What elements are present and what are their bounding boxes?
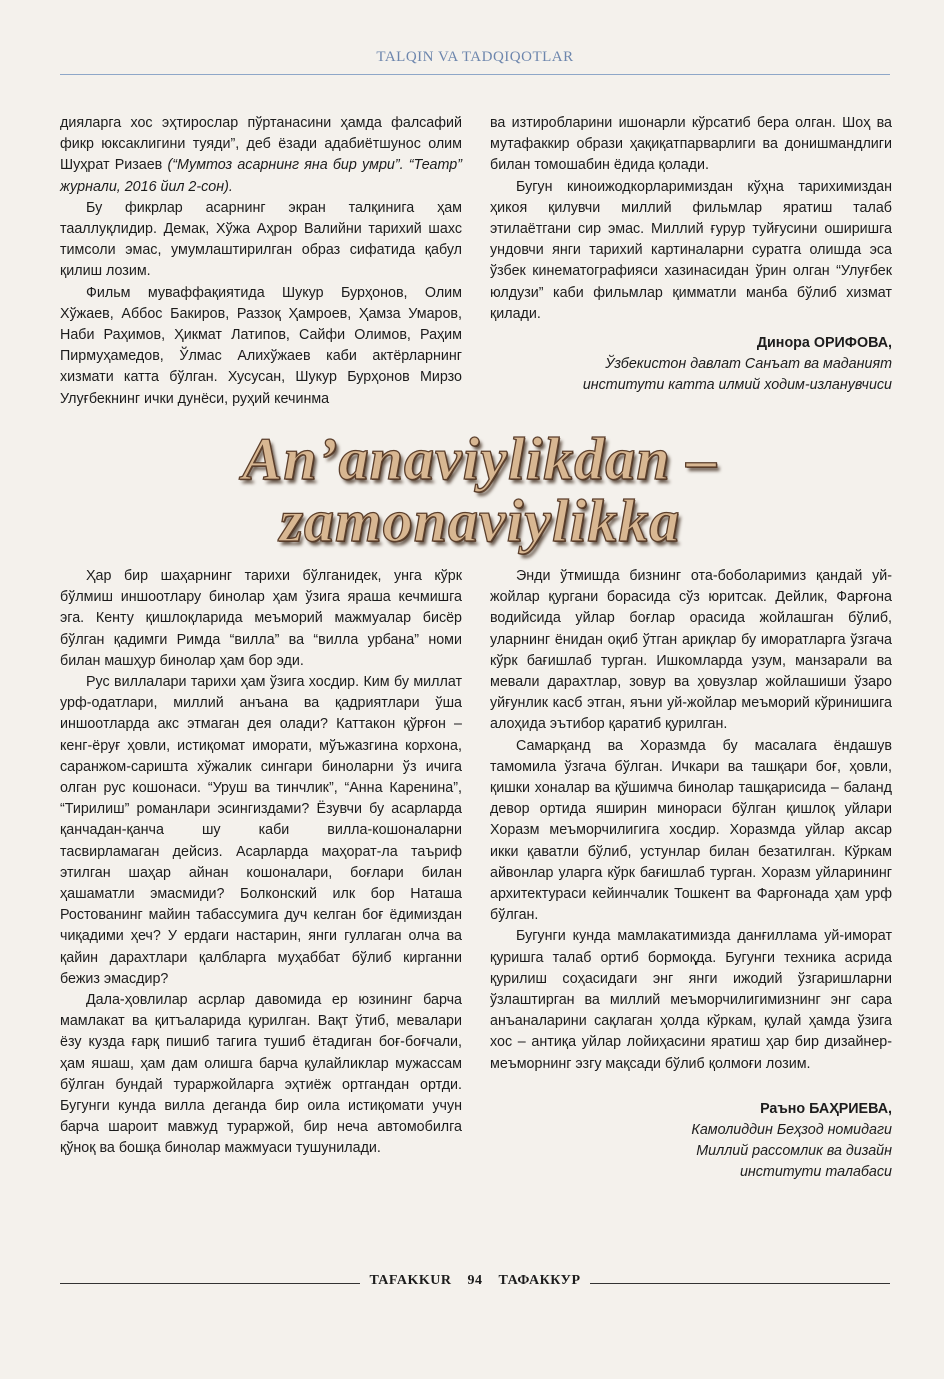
paragraph: Рус виллалари тарихи ҳам ўзига хосдир. Ким бу миллат урф-одатлари, миллий анъана ва қадриятлари ўша иншоотларда акс этмаган дея олади? Каттакон қўрғон – кенг-ёруғ ҳовли, истиқомат иморати, мўъжазгина корхона, саранжом-саришта хўжалик сингари биноларни ўз ичига олган рус кошонаси. “Уруш ва тинчлик”, “Анна Каренина”, “Тирилиш” романлари эсингиздами? Ёзувчи бу асарларда қанчадан-қанча шу каби вилла-кошоналарни тасвирламаган дейсиз. Асарларда маҳорат-ла таъриф этилган шаҳар айнан кошоналари, боғлари билан ҳашаматли эмасмиди? Болконский илк бор Наташа Ростованинг майин табассумига дуч келган боғ ёдимиздан чиқадими ҳеч? У ердаги настарин, янги гуллаган олча ва қайин дарахтлари қалбларга муҳаббат бўлиб кирганни бежиз эмасдир?	[60, 674, 462, 987]
page-footer	[60, 1273, 890, 1293]
paragraph: Фильм муваффақиятида Шукур Бурҳонов, Олим Хўжаев, Аббос Бакиров, Раззоқ Ҳамроев, Ҳамза Умаров, Наби Раҳимов, Ҳикмат Латипов, Сайфи Олимов, Раҳим Пирмуҳамедов, Ўлмас Алихўжаев каби актёрларнинг хизмати катта бўлган. Хусусан, Шукур Бурҳонов Мирзо Улуғбекнинг ички дунёси, руҳий кечинма	[60, 284, 462, 407]
paragraph: ва изтиробларини ишонарли кўрсатиб бера олган. Шоҳ ва мутафаккир образи ҳақиқатпарварлиги ва донишмандлиги билан томошабин ёдида қолади.	[490, 115, 892, 174]
paragraph: Бугун киноижодкорларимиздан кўҳна тарихимиздан ҳикоя қилувчи миллий фильмлар яратиш талаб этилаётгани сир эмас. Миллий ғурур туйғусини оширишга ундовчи янги тарихий картиналарни суратга олишда эса ўзбек кинематографияси хазинасидан ўрин олган “Улуғбек юлдузи” каби фильмлар қимматли манба бўлиб хизмат қилади.	[490, 178, 892, 322]
footer-brand-latin: TAFAKKUR	[363, 1273, 457, 1288]
article1-right-column	[490, 113, 892, 397]
author-affiliation: Миллий рассомлик ва дизайн	[696, 1143, 892, 1160]
author-affiliation: институти катта илмий ходим-изланувчиси	[582, 377, 892, 394]
author-affiliation: институти талабаси	[739, 1164, 892, 1181]
page-number: 94	[462, 1273, 489, 1288]
article-title-line: zamonaviylikka	[279, 488, 681, 554]
paragraph: Энди ўтмишда бизнинг ота-боболаримиз қандай уй-жойлар қургани борасида сўз юритсак. Дейлик, Фарғона водийсида уйлар боғлар орасида жойлашган бўлиб, уларнинг ёнидан оқиб ўтган ариқлар бу иморатларга ўзгача кўрк бағишлаб турган. Ишкомларда узум, манзарали ва мевали дарахтлар, зовур ва ҳовузлар жойлашиши ўзаро уйғунлик касб этган, яъни уй-жойлар меъморий кўринишига алоҳида эътибор қаратиб қурилган.	[490, 568, 892, 733]
paragraph: Дала-ҳовлилар асрлар давомида ер юзининг барча мамлакат ва қитъаларида қурилган. Вақт ўтиб, мевалари ёзу кузда ғарқ пишиб тагига тушиб ётадиган боғ-боғчали, ҳам яшаш, ҳам дам олишга барча қулайликлар мужассам бўлган бундай тураржойларга эҳтиёж ортгандан ортди. Бугунги кунда вилла деганда бир оила истиқомати учун барча шароит мавжуд тураржой, бир неча автомобилга қўноқ ва бошқа бинолар мажмуаси тушунилади.	[60, 992, 462, 1157]
article-title	[150, 428, 810, 552]
author-affiliation: Ўзбекистон давлат Санъат ва маданият	[605, 356, 892, 373]
paragraph: дияларга хос эҳтирослар пўртанасини ҳамда фалсафий фикр юксаклигини туяди”, деб ёзади адабиётшунос олим Шуҳрат Ризаев (“Мумтоз асарнинг яна бир умри”. “Театр” журнали, 2016 йил 2-сон).	[60, 115, 462, 195]
paragraph: Бугунги кунда мамлакатимизда данғиллама уй-иморат қуришга талаб ортиб бормоқда. Бугунги техника асрида қурилиш соҳасидаги энг янги ижодий ўзгаришларни ўзлаштирган ва миллий меъморчилигимизнинг энг сара анъаналарини сақлаган ҳолда кўркам, қулай ҳамда ўзига хос – антиқа уйлар лойиҳасини яратиш ҳар бир дизайнер-меъморнинг эзгу мақсади бўлиб қолмоғи лозим.	[490, 928, 892, 1072]
author-name: Раъно БАҲРИЕВА,	[760, 1100, 892, 1117]
running-header	[60, 48, 890, 75]
author-signature	[490, 333, 892, 397]
paragraph: Ҳар бир шаҳарнинг тарихи бўлганидек, унга кўрк бўлмиш иншоотлару бинолар ҳам ўзига яраша кечмишга эга. Кенту қишлоқларида меъморий мажмуалар бисёр бўлган қадимги Римда “вилла” ва “вилла урбана” номи билан машҳур бинолар ҳам бор эди.	[60, 568, 462, 669]
article2-right-column	[490, 566, 892, 1184]
article1-left-column	[60, 113, 462, 410]
author-signature	[490, 1099, 892, 1184]
footer-text	[60, 1273, 890, 1289]
citation: (“Мумтоз асарнинг яна бир умри”. “Театр” журнали, 2016 йил 2-сон).	[60, 157, 462, 195]
article2-left-column	[60, 566, 462, 1160]
paragraph: Бу фикрлар асарнинг экран талқинига ҳам тааллуқлидир. Демак, Хўжа Аҳрор Валийни тарихий шахс тимсоли эмас, умумлаштирилган образ сифатида қабул қилиш лозим.	[60, 199, 462, 280]
article-title-line: An’anaviylikdan –	[242, 426, 718, 492]
footer-brand-cyrillic: ТАФАККУР	[493, 1273, 587, 1288]
section-title: TALQIN VA TADQIQOTLAR	[376, 49, 574, 65]
author-name: Динора ОРИФОВА,	[756, 335, 892, 352]
author-affiliation: Камолиддин Беҳзод номидаги	[691, 1122, 892, 1139]
paragraph: Самарқанд ва Хоразмда бу масалага ёндашув тамомила ўзгача бўлган. Ичкари ва ташқари боғ, ҳовли, қишки хоналар ва қўшимча бинолар ташқарисида – баланд девор ортида яширин минораси бўлган қишлоқ уйлари Хоразм меъморчилигига хосдир. Хоразмда уйлар аксар икки қаватли бўлиб, устунлар билан безатилган. Кўркам айвонлар уларга кўрк бағишлаб турган. Хоразм уйларининг архитектураси кейинчалик Тошкент ва Фарғонада ҳам урф бўлган.	[490, 737, 892, 924]
